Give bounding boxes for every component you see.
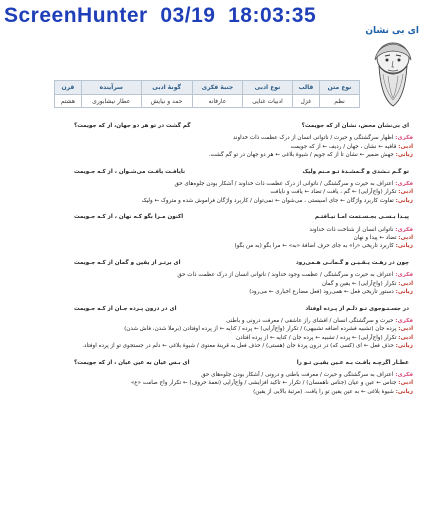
verse-hemistich-second: ای برتـر از یقین و گمان از کـه جـویمت — [74, 259, 181, 266]
poet-portrait-icon — [363, 40, 421, 110]
label-intellectual: فکری: — [395, 181, 413, 188]
analysis-text: پرده جان (تشبیه فشرده اضافه تشبیهی) / تکرار (واج‌آرایی) ← پرده / کنایه ← از پرده اوفتادن (برملا شدن، فاش شدن) — [124, 326, 397, 333]
verse-hemistich-first: عطـار اگرچـه یافـت بـه عـین یقیـن تـو را — [296, 359, 409, 366]
verse-hemistich-first: پیـدا بـسـی بجـسـتمت امـا نیـافتـم — [314, 214, 409, 221]
analysis-line-literary — [14, 379, 413, 387]
verse-hemistich-second: اکنون مـرا بگو کـه نهان ، از کـه جـویمت — [74, 214, 184, 221]
verse-block — [14, 122, 413, 160]
analysis-line-intellectual — [14, 271, 413, 279]
verse-line — [14, 168, 413, 176]
analysis-line-literary — [14, 188, 413, 196]
table-cell: ادبیات غنایی — [243, 95, 292, 108]
label-linguistic: زبانی: — [395, 197, 413, 204]
verse-block — [14, 168, 413, 206]
table-header-cell: جنبهٔ فکری — [192, 81, 243, 95]
analysis-text: اعتراف به حیرت و سرگشتگی / عظمت وجود خداوند / ناتوانی انسان از درک عظمت ذات حق — [177, 272, 394, 279]
label-linguistic: زبانی: — [395, 289, 413, 296]
analysis-text: اظهار سرگشتگی و حیرت / ناتوانی انسان از درک عظمت ذات خداوند — [232, 135, 394, 142]
table-row — [55, 95, 360, 108]
label-intellectual: فکری: — [395, 317, 413, 324]
analysis-line-intellectual — [14, 226, 413, 234]
poem-analysis — [14, 122, 413, 404]
analysis-line-intellectual — [14, 134, 413, 142]
analysis-line-literary — [14, 334, 413, 342]
label-intellectual: فکری: — [395, 371, 413, 378]
table-header-cell: سرآینده — [81, 81, 141, 95]
table-cell: هشتم — [55, 95, 82, 108]
analysis-line-linguistic — [14, 242, 413, 250]
verse-hemistich-second: نایافـت یافـت می‌شـوان ، از کـه جـویمت — [74, 168, 186, 175]
verse-hemistich-second: ای بـس عیان به عین عیان ، از که جویمت؟ — [74, 359, 190, 366]
label-intellectual: فکری: — [395, 135, 413, 142]
verse-hemistich-first: ای بی‌نشان محض، نشان از که جویمت؟ — [301, 123, 409, 129]
table-header-cell: نوع ادبی — [243, 81, 292, 95]
analysis-text: تفاوت کاربرد واژگان ← جای اسیستی ، می‌شوان ← نمی‌توان / کاربرد واژگان فراموش شده و متروک ← ولیک — [141, 197, 394, 204]
label-linguistic: زبانی: — [395, 243, 413, 250]
table-header-cell: نوع متن — [320, 81, 360, 95]
analysis-line-intellectual — [14, 180, 413, 188]
label-literary: ادبی: — [398, 235, 413, 242]
table-header-row — [55, 81, 360, 95]
label-intellectual: فکری: — [395, 272, 413, 279]
verse-line — [14, 305, 413, 313]
analysis-text: تکرار (واج‌آرایی) ← یقین و گمان — [321, 280, 397, 287]
analysis-text: تکرار (واج‌آرایی) ← گم ، یافت / تضاد ← یافت و نایافت — [270, 189, 397, 196]
verse-line — [14, 359, 413, 367]
label-literary: ادبی: — [398, 326, 413, 333]
table-cell: عارفانه — [192, 95, 243, 108]
analysis-line-linguistic — [14, 342, 413, 350]
screenhunter-watermark: ScreenHunter 03/19 18:03:35 — [4, 4, 317, 27]
verse-hemistich-first: چون در رهـت یـقـیـن و گـمانـی هـمی‌رود — [295, 259, 409, 266]
verse-block — [14, 213, 413, 251]
analysis-line-intellectual — [14, 317, 413, 325]
analysis-text: دستور تاریخی فعل ← همی‌رود (فعل مضارع اخباری ← می‌رود) — [249, 289, 394, 296]
label-linguistic: زبانی: — [395, 152, 413, 159]
analysis-text: تضاد ← پیدا و نهان — [353, 235, 397, 242]
analysis-text: اعتراف به حیرت و سرگشتگی / ناتوانی از درک عظمت ذات خداوند / آشکار بودن جلوه‌های حق — [174, 181, 394, 188]
verse-line — [14, 259, 413, 267]
analysis-line-intellectual — [14, 371, 413, 379]
verse-block — [14, 305, 413, 351]
verse-line — [14, 213, 413, 221]
analysis-text: اعتراف به سرگشتگی و حیرت / معرفت باطنی و درونی / آشکار بودن جلوه‌های حق — [201, 371, 394, 378]
verse-hemistich-first: در جسـتـوجوی تـو دلـم از پـرده اوفتاد — [305, 305, 409, 312]
label-literary: ادبی: — [398, 334, 413, 341]
label-literary: ادبی: — [398, 143, 413, 150]
label-literary: ادبی: — [398, 380, 413, 387]
verse-hemistich-second: ای در درون پـرده جـان از کـه جـویمت — [74, 305, 177, 312]
verse-block — [14, 259, 413, 297]
poem-info-table — [54, 80, 360, 108]
table-header-cell: قالب — [292, 81, 319, 95]
analysis-text: جناس ← عین و عیان (جناس ناهمسان) / تکرار ← تاکید افزایشی / واج‌آرایی (نغمهٔ حروف) ← تکرار واج صامت «ع» — [130, 380, 397, 387]
table-header-cell: گونهٔ ادبی — [141, 81, 192, 95]
table-cell: غزل — [292, 95, 319, 108]
analysis-text: قافیه ← نشان ، جهان / ردیف ← از که جویمت — [290, 143, 397, 150]
analysis-text: حذف فعل ← ای (کسی که) در درون پردهٔ جان (هستی) / حذف فعل به قرینهٔ معنوی / شیوهٔ بلاغی ← دلم در جستجوی تو از پرده اوفتاد. — [82, 343, 394, 350]
label-literary: ادبی: — [398, 189, 413, 196]
table-cell: حمد و نیایش — [141, 95, 192, 108]
label-linguistic: زبانی: — [395, 343, 413, 350]
analysis-line-linguistic — [14, 197, 413, 205]
analysis-text: جهش ضمیر ← نشان تا از که جویم / شیوهٔ بلاغی ← هر دو جهان در تو گم گشت. — [208, 152, 394, 159]
analysis-line-linguistic — [14, 151, 413, 159]
analysis-line-literary — [14, 143, 413, 151]
analysis-text: حیرت و سرگشتگی انسان / افشای راز عاشقی / معرفت درونی و باطنی — [226, 317, 394, 324]
analysis-line-linguistic — [14, 288, 413, 296]
label-linguistic: زبانی: — [395, 388, 413, 395]
analysis-line-literary — [14, 325, 413, 333]
analysis-text: شیوهٔ بلاغی ← به عین یقین تو را یافت. (مرتبهٔ بالایی از یقین) — [253, 388, 394, 395]
analysis-text: ناتوانی انسان از شناخت ذات خداوند — [309, 226, 394, 233]
analysis-line-linguistic — [14, 388, 413, 396]
section-title: ای بی نشان — [365, 26, 419, 36]
label-intellectual: فکری: — [395, 226, 413, 233]
label-literary: ادبی: — [398, 280, 413, 287]
analysis-text: کاربرد تاریخی «را» به جای حرف اضافهٔ «به» ← مرا بگو (به من بگو) — [234, 243, 394, 250]
analysis-line-literary — [14, 280, 413, 288]
verse-line — [14, 122, 413, 130]
verse-hemistich-first: تو گـم نـشدی و گـمشـدهٔ تـو مـنم ولیک — [302, 168, 409, 175]
table-cell: عطار نیشابوری — [81, 95, 141, 108]
table-cell: نظم — [320, 95, 360, 108]
analysis-line-literary — [14, 234, 413, 242]
analysis-text: تکرار (واج‌آرایی) ← پرده / تشبیه ← پرده جان / کنایه ← از پرده افتادن — [235, 334, 397, 341]
verse-block — [14, 359, 413, 397]
verse-hemistich-second: گم گشت در تو هر دو جهان، از که جویمت؟ — [74, 123, 191, 129]
table-header-cell: قرن — [55, 81, 82, 95]
